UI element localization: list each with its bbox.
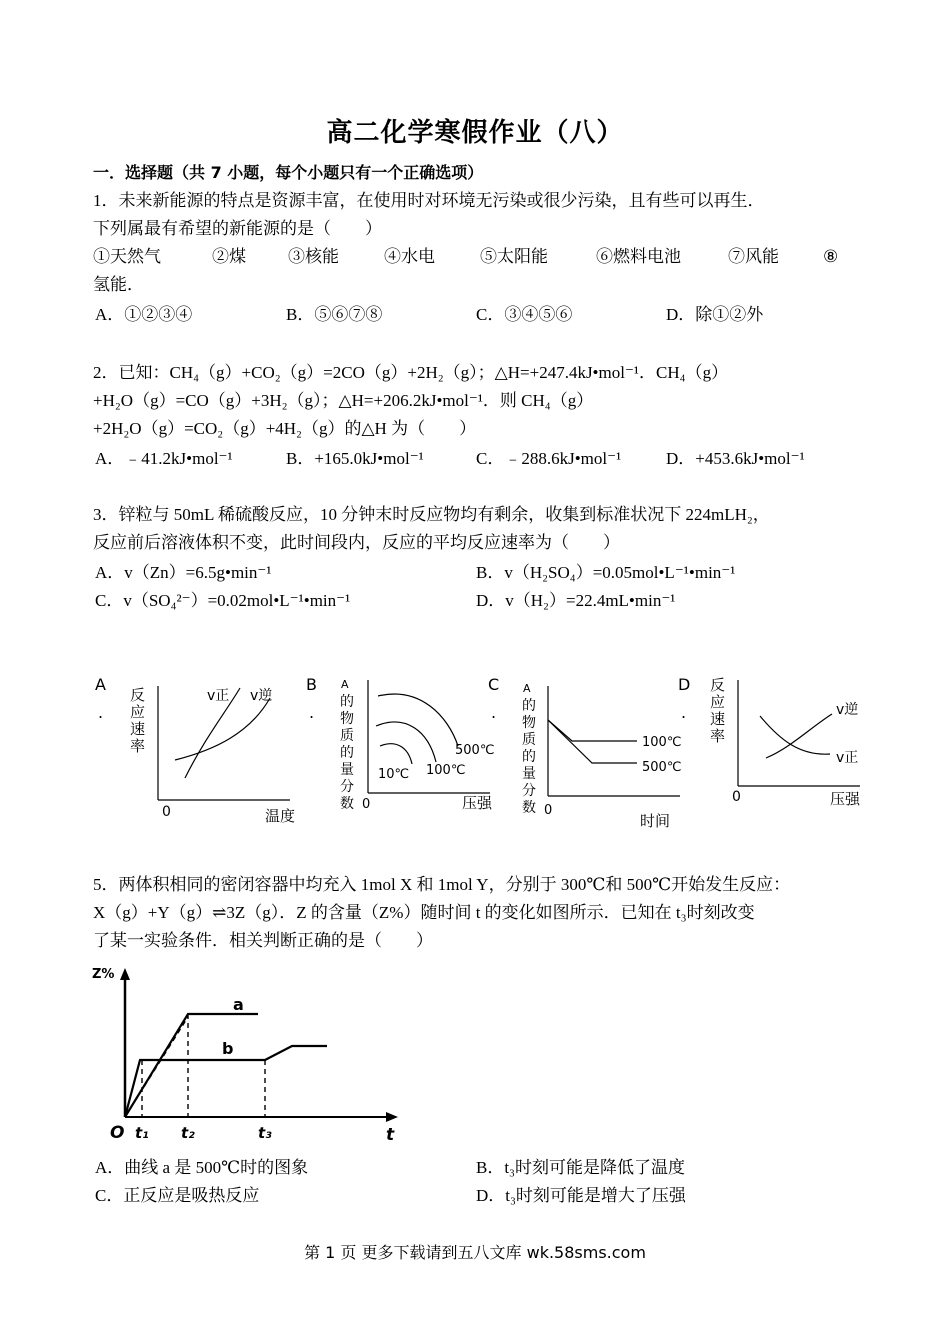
q3-option-b: B．v（H₂SO₄）=0.05mol•L⁻¹•min⁻¹ (476, 563, 736, 582)
q1-item: ⑧ (823, 247, 839, 266)
q5-option-d: D．t₃时刻可能是增大了压强 (476, 1186, 686, 1205)
graph-c-letter: C (488, 675, 500, 694)
svg-text:A: A (523, 682, 531, 695)
svg-text:的: 的 (522, 698, 536, 714)
q2-option-a: A．﹣41.2kJ•mol⁻¹ (95, 449, 233, 468)
q1-item: ⑤太阳能 (480, 247, 548, 266)
svg-text:反: 反 (130, 686, 146, 704)
graph-d-letter: D (678, 675, 691, 694)
q5-line1: 5．两体积相同的密闭容器中均充入 1mol X 和 1mol Y，分别于 300℃和 500℃开始发生反应： (93, 875, 791, 894)
q1-item: ③核能 (288, 247, 339, 266)
q3-option-c: C．v（SO₄²⁻）=0.02mol•L⁻¹•min⁻¹ (95, 591, 351, 610)
q5-option-a: A．曲线 a 是 500℃时的图象 (95, 1158, 309, 1177)
graph-a-curve-v-reverse (175, 698, 270, 760)
graph-a-xlabel: 温度 (265, 807, 296, 825)
q1-item: ⑦风能 (728, 247, 779, 266)
graph-b-curve-label: 10℃ (378, 767, 410, 782)
q3-option-d: D．v（H₂）=22.4mL•min⁻¹ (476, 591, 676, 610)
graph-c-curve-label: 500℃ (642, 760, 682, 775)
graph-b-dot: . (309, 703, 315, 722)
q1-item: ⑥燃料电池 (596, 247, 681, 266)
graph-d-curve-v-forward (760, 716, 830, 754)
q5-curve-a (125, 1014, 258, 1117)
q5-curve-b-rise (125, 1060, 140, 1117)
svg-text:的: 的 (340, 745, 354, 761)
q5-x-arrow (386, 1112, 398, 1122)
q1-stem-line2: 下列属最有希望的新能源的是（ ） (93, 219, 382, 238)
graph-a-origin: 0 (162, 804, 171, 820)
svg-text:应: 应 (130, 703, 146, 721)
svg-text:分: 分 (522, 783, 536, 799)
q5-option-b: B．t₃时刻可能是降低了温度 (476, 1158, 685, 1177)
graph-d-origin: 0 (732, 789, 741, 805)
graph-d-dot: . (681, 703, 687, 722)
svg-text:率: 率 (710, 727, 726, 745)
graph-b-curve-label: 500℃ (455, 743, 495, 758)
page-title: 高二化学寒假作业（八） (326, 118, 624, 148)
graph-b-curve-100c (376, 722, 436, 762)
q5-curve-a-label: a (233, 995, 244, 1014)
q5-xlabel: t (386, 1125, 395, 1145)
graph-a (95, 675, 106, 722)
graph-d-curve2-label: v正 (836, 750, 859, 766)
q3-option-a: A．v（Zn）=6.5g•min⁻¹ (95, 563, 272, 582)
svg-text:质: 质 (522, 732, 536, 748)
q5-origin: O (110, 1123, 125, 1143)
graph-c-xlabel: 时间 (640, 812, 671, 830)
q1-item: ②煤 (212, 247, 246, 266)
q2-option-c: C．﹣288.6kJ•mol⁻¹ (476, 449, 622, 468)
graph-b-xlabel: 压强 (462, 794, 493, 812)
svg-text:物: 物 (340, 711, 354, 727)
q2-option-d: D．+453.6kJ•mol⁻¹ (666, 449, 805, 468)
q2-line1: 2．已知：CH₄（g）+CO₂（g）=2CO（g）+2H₂（g）；△H=+247.4kJ•mol⁻¹．CH₄（g） (93, 363, 729, 382)
q1-option-d: D．除①②外 (666, 305, 764, 324)
graph-d-curve-v-reverse (766, 714, 832, 758)
q1-item-cont: 氢能． (93, 275, 144, 294)
svg-text:物: 物 (522, 715, 536, 731)
q3-line2: 反应前后溶液体积不变，此时间段内，反应的平均反应速率为（ ） (93, 533, 620, 552)
svg-text:应: 应 (710, 693, 726, 711)
page-footer: 第 1 页 更多下载请到五八文库 wk.58sms.com (304, 1243, 646, 1262)
q5-curve-b-label: b (222, 1039, 234, 1058)
q5-y-arrow (120, 968, 130, 980)
graph-d-curve1-label: v逆 (836, 702, 859, 718)
q5-tick-t3: t₃ (258, 1124, 272, 1142)
svg-text:的: 的 (522, 749, 536, 765)
svg-text:A: A (341, 678, 349, 691)
graph-b-origin: 0 (362, 797, 371, 812)
graph-a-letter: A (95, 675, 106, 694)
svg-text:速: 速 (710, 710, 726, 728)
graph-b-curve-10c (380, 744, 412, 764)
graph-c-origin: 0 (544, 803, 553, 818)
graph-c-curve-label: 100℃ (642, 735, 682, 750)
q2-line2: +H₂O（g）=CO（g）+3H₂（g）；△H=+206.2kJ•mol⁻¹．则 CH₄（g） (93, 391, 594, 410)
graph-a-curve2-label: v逆 (250, 688, 273, 704)
q1-item: ④水电 (384, 247, 435, 266)
svg-text:数: 数 (522, 800, 536, 816)
graph-a-dot: . (98, 703, 104, 722)
graph-d-ylabel (710, 676, 725, 745)
graph-b-letter: B (306, 675, 317, 694)
svg-text:速: 速 (130, 720, 146, 738)
q2-option-b: B．+165.0kJ•mol⁻¹ (286, 449, 424, 468)
graph-a-curve1-label: v正 (207, 688, 230, 704)
q5-line3: 了某一实验条件．相关判断正确的是（ ） (93, 931, 433, 950)
graph-d-xlabel: 压强 (830, 790, 861, 808)
section-heading: 一．选择题（共 7 小题，每个小题只有一个正确选项） (93, 163, 484, 182)
graph-c-ylabel (522, 682, 536, 816)
svg-text:的: 的 (340, 694, 354, 710)
q1-option-a: A．①②③④ (95, 305, 193, 324)
q1-option-b: B．⑤⑥⑦⑧ (286, 305, 383, 324)
svg-text:质: 质 (340, 728, 354, 744)
q3-line1: 3．锌粒与 50mL 稀硫酸反应，10 分钟末时反应物均有剩余，收集到标准状况下 224mLH₂， (93, 505, 770, 524)
svg-text:量: 量 (522, 766, 536, 782)
graph-b (306, 675, 317, 722)
graph-c (488, 675, 499, 722)
q5-line2: X（g）+Y（g）⇌3Z（g）．Z 的含量（Z%）随时间 t 的变化如图所示．已知在 t₃时刻改变 (93, 903, 755, 922)
q5-graph (90, 962, 410, 1150)
q1-stem-line1: 1．未来新能源的特点是资源丰富，在使用时对环境无污染或很少污染，且有些可以再生． (93, 191, 765, 210)
graph-a-ylabel (130, 686, 145, 755)
q1-item: ①天然气 (93, 247, 161, 266)
svg-text:分: 分 (340, 779, 354, 795)
q5-tick-t2: t₂ (181, 1124, 195, 1142)
graph-c-dot: . (491, 703, 497, 722)
graph-b-curve-500c (378, 694, 458, 746)
graph-b-curve-label: 100℃ (426, 763, 466, 778)
svg-text:率: 率 (130, 737, 146, 755)
q5-ylabel: Z% (92, 967, 115, 982)
svg-text:量: 量 (340, 762, 354, 778)
graph-b-ylabel (340, 678, 354, 812)
svg-text:数: 数 (340, 796, 354, 812)
q5-option-c: C．正反应是吸热反应 (95, 1186, 260, 1205)
q2-line3: +2H₂O（g）=CO₂（g）+4H₂（g）的△H 为（ ） (93, 419, 477, 438)
q4-graphs (0, 668, 950, 838)
q5-tick-t1: t₁ (135, 1124, 149, 1142)
q1-option-c: C．③④⑤⑥ (476, 305, 573, 324)
svg-text:反: 反 (710, 676, 726, 694)
graph-c-curve-100c (548, 720, 637, 741)
graph-d (678, 675, 690, 722)
